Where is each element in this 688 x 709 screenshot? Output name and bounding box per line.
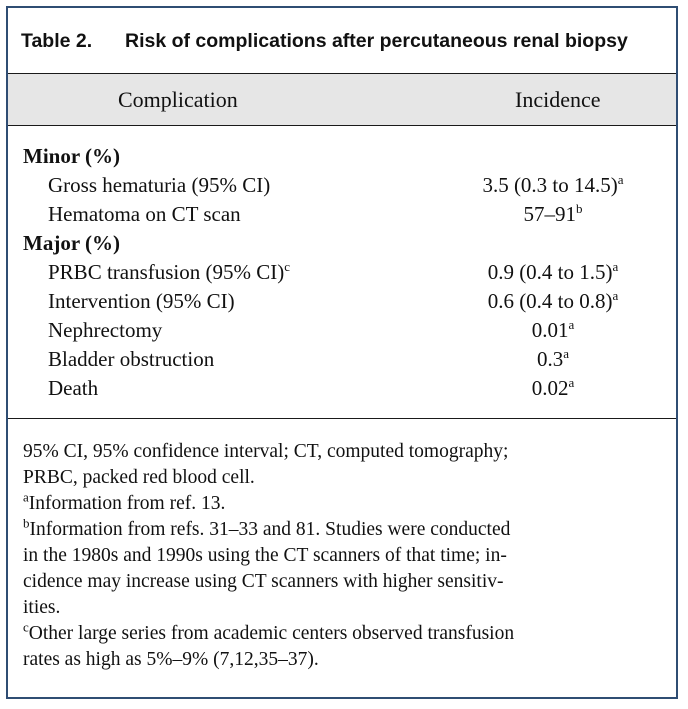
footnote-marker: a <box>617 172 624 187</box>
group-label: Major (%) <box>23 231 120 255</box>
table-title-bar <box>8 8 676 74</box>
footnote-b: $^b$Information from refs. 31–33 and 81. Studies were conducted <box>23 515 511 540</box>
row-value: 0.01$^a$ <box>531 317 575 342</box>
table-row <box>8 202 676 231</box>
table-row <box>8 318 676 347</box>
row-value: 0.02$^a$ <box>531 375 575 400</box>
table-body <box>8 126 676 416</box>
footnote-marker: a <box>612 288 619 303</box>
footnote-marker: a <box>568 317 575 332</box>
table-row <box>8 347 676 376</box>
footnote-marker: a <box>612 259 619 274</box>
footnote-abbrev-line: PRBC, packed red blood cell. <box>23 467 255 488</box>
table-header-row <box>8 74 676 126</box>
footnote-marker: a <box>563 346 570 361</box>
row-value: 0.3$^a$ <box>536 346 570 371</box>
footnote-c: $^c$Other large series from academic centers observed transfusion <box>23 619 515 644</box>
footnote-marker: a <box>568 375 575 390</box>
footnote-a: $^a$Information from ref. 13. <box>23 489 226 514</box>
table-footnotes <box>8 418 676 697</box>
footnote-b-line: cidence may increase using CT scanners with higher sensitiv- <box>23 571 504 592</box>
row-value: 3.5 (0.3 to 14.5)$^a$ <box>482 172 624 197</box>
row-label: Gross hematuria (95% CI) <box>48 173 271 197</box>
footnote-marker: c <box>284 259 291 274</box>
row-value: 57–91$^b$ <box>523 201 583 226</box>
table-number: Table 2. <box>21 30 93 52</box>
table-frame <box>6 6 678 699</box>
footnote-abbrev-line: 95% CI, 95% confidence interval; CT, computed tomography; <box>23 441 509 462</box>
row-label: Death <box>48 376 99 400</box>
header-incidence: Incidence <box>515 87 601 112</box>
row-value: 0.9 (0.4 to 1.5)$^a$ <box>487 259 619 284</box>
table-title: Risk of complications after percutaneous renal biopsy <box>125 30 628 52</box>
row-label: Bladder obstruction <box>48 347 215 371</box>
group-label: Minor (%) <box>23 144 121 168</box>
table-row <box>8 289 676 318</box>
table-row <box>8 260 676 289</box>
row-label: Hematoma on CT scan <box>48 202 241 226</box>
group-row-major <box>8 231 676 260</box>
footnote-c-line: rates as high as 5%–9% (7,12,35–37). <box>23 649 319 670</box>
row-label: Intervention (95% CI) <box>48 289 235 313</box>
table-row <box>8 376 676 405</box>
footnote-b-line: in the 1980s and 1990s using the CT scanners of that time; in- <box>23 545 507 566</box>
table-row <box>8 173 676 202</box>
footnote-b-line: ities. <box>23 597 61 618</box>
group-row-minor <box>8 144 676 173</box>
row-value: 0.6 (0.4 to 0.8)$^a$ <box>487 288 619 313</box>
header-complication: Complication <box>118 87 238 112</box>
row-label: Nephrectomy <box>48 318 163 342</box>
row-label: PRBC transfusion (95% CI)$^c$ <box>48 259 291 284</box>
footnote-marker: b <box>576 201 583 216</box>
